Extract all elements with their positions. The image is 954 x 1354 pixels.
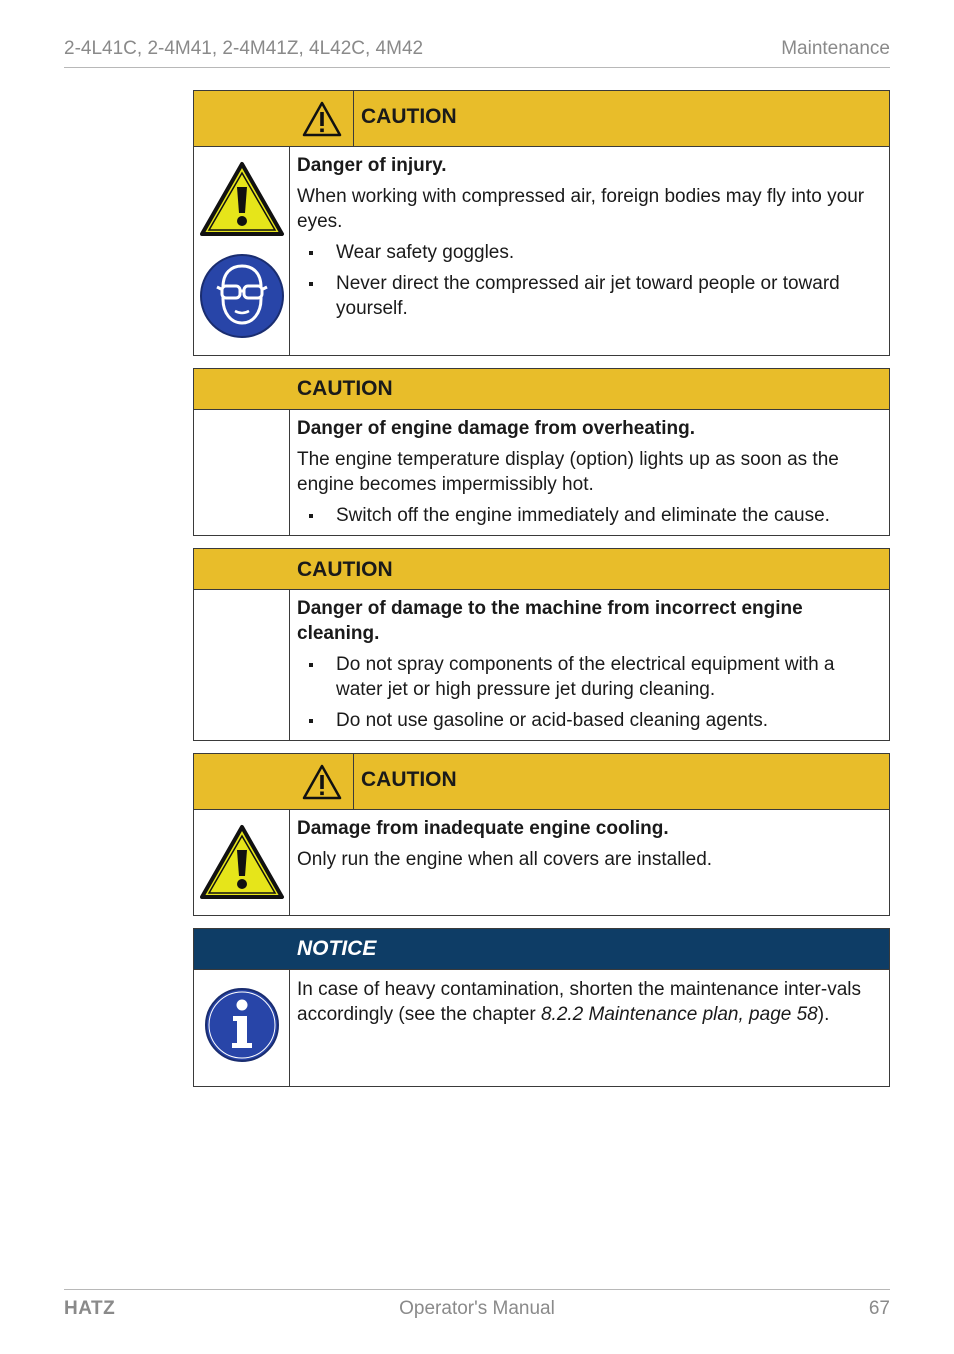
caution-lead: Danger of injury. <box>297 155 447 176</box>
list-item: Wear safety goggles. <box>297 240 881 265</box>
footer-brand-logo: HATZ <box>64 1298 116 1319</box>
caution-header <box>194 754 889 810</box>
icon-column <box>194 810 290 915</box>
caution-lead: Danger of engine damage from overheating. <box>297 418 696 439</box>
caution-paragraph: Only run the engine when all covers are installed. <box>297 849 713 870</box>
icon-column <box>194 590 290 740</box>
icon-column <box>194 410 290 535</box>
notice-text-after: ). <box>817 1004 830 1025</box>
caution-box-injury <box>193 90 890 356</box>
caution-title: CAUTION <box>361 105 457 128</box>
warning-small-icon <box>290 754 354 809</box>
footer-page-number: 67 <box>868 1298 890 1319</box>
caution-lead: Danger of damage to the machine from incorrect engine cleaning. <box>297 598 803 644</box>
warning-triangle-icon <box>199 161 285 237</box>
icon-column <box>194 147 290 355</box>
warning-triangle-icon <box>199 824 285 900</box>
list-item: Do not spray components of the electrical equipment with a water jet or high pressure jet during cleaning. <box>297 652 881 702</box>
notice-header <box>194 929 889 970</box>
caution-header <box>194 549 889 590</box>
page-footer <box>64 1289 890 1323</box>
icon-column <box>194 970 290 1086</box>
chapter-reference-link[interactable]: 8.2.2 Maintenance plan, page 58 <box>540 1004 818 1025</box>
safety-goggles-icon <box>199 253 285 339</box>
info-icon <box>204 987 280 1063</box>
notice-paragraph <box>297 977 881 1027</box>
notice-box <box>193 928 890 1087</box>
caution-text <box>297 410 881 528</box>
notice-text <box>297 970 881 1027</box>
list-item: Switch off the engine immediately and eliminate the cause. <box>297 503 881 528</box>
notice-text-before: In case of heavy contamination, shorten the maintenance inter-vals accordingly (see the chapter <box>297 979 861 1025</box>
page-header <box>64 36 890 68</box>
caution-title: CAUTION <box>361 768 457 791</box>
notice-title: NOTICE <box>297 937 377 960</box>
caution-text <box>297 147 881 321</box>
caution-bullet-list <box>297 503 881 528</box>
caution-paragraph: The engine temperature display (option) lights up as soon as the engine becomes impermissibly hot. <box>297 449 839 495</box>
header-section: Maintenance <box>781 38 890 59</box>
caution-box-cooling <box>193 753 890 916</box>
caution-box-overheating <box>193 368 890 536</box>
footer-manual-title: Operator's Manual <box>399 1298 555 1319</box>
list-item: Do not use gasoline or acid-based cleaning agents. <box>297 708 881 733</box>
caution-bullet-list <box>297 652 881 733</box>
caution-bullet-list <box>297 240 881 321</box>
caution-paragraph: When working with compressed air, foreign bodies may fly into your eyes. <box>297 186 865 232</box>
warning-small-icon <box>290 91 354 146</box>
caution-title: CAUTION <box>297 377 393 400</box>
caution-box-cleaning <box>193 548 890 741</box>
caution-text <box>297 590 881 733</box>
caution-header <box>194 91 889 147</box>
caution-lead: Damage from inadequate engine cooling. <box>297 818 669 839</box>
caution-text <box>297 810 881 872</box>
header-models: 2-4L41C, 2-4M41, 2-4M41Z, 4L42C, 4M42 <box>64 38 424 59</box>
list-item: Never direct the compressed air jet toward people or toward yourself. <box>297 271 881 321</box>
caution-header <box>194 369 889 410</box>
caution-title: CAUTION <box>297 558 393 581</box>
